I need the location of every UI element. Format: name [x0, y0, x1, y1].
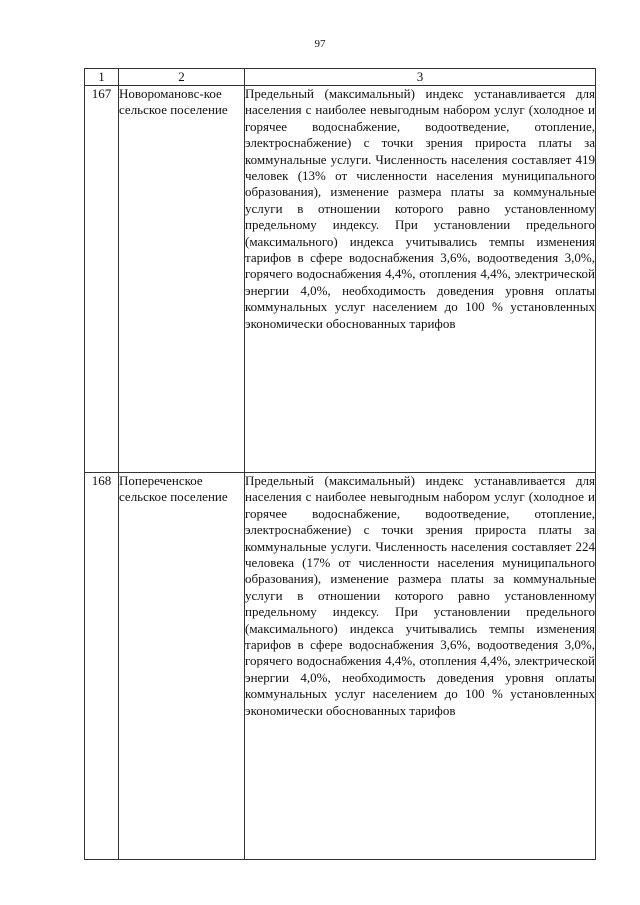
page-number: 97: [314, 38, 326, 50]
index-description: Предельный (максимальный) индекс устанавливается для населения с наиболее невыгодным набором услуг (холодное и горячее водоснабжение, водоотведение, отопление, электроснабжение) с точки зрения прироста платы за коммунальные услуги. Численность населения составляет 419 человек (13% от численности населения муниципального образования), изменение размера платы за коммунальные услуги в отношении которого равно установленному предельному индексу. При установлении предельного (максимального) индекса учитывались темпы изменения тарифов в сфере водоснабжения 3,6%, водоотведения 3,0%, горячего водоснабжения 4,4%, отопления 4,4%, электрической энергии 4,0%, необходимость доведения уровня оплаты коммунальных услуг населением до 100 % установленных экономически обоснованных тарифов: [245, 86, 596, 473]
index-description: Предельный (максимальный) индекс устанавливается для населения с наиболее невыгодным набором услуг (холодное и горячее водоснабжение, водоотведение, отопление, электроснабжение) с точки зрения прироста платы за коммунальные услуги. Численность населения составляет 224 человека (17% от численности населения муниципального образования), изменение размера платы за коммунальные услуги в отношении которого равно установленному предельному индексу. При установлении предельного (максимального) индекса учитывались темпы изменения тарифов в сфере водоснабжения 3,6%, водоотведения 3,0%, горячего водоснабжения 4,4%, отопления 4,4%, электрической энергии 4,0%, необходимость доведения уровня оплаты коммунальных услуг населением до 100 % установленных экономически обоснованных тарифов: [245, 473, 596, 860]
table-header-row: [85, 69, 596, 86]
tariff-index-table: [84, 68, 596, 860]
column-header-number: 1: [85, 69, 119, 86]
table-row: [85, 86, 596, 473]
row-number: 168: [85, 473, 119, 860]
column-header-description: 3: [245, 69, 596, 86]
row-number: 167: [85, 86, 119, 473]
settlement-name: Попереченское сельское поселение: [119, 473, 245, 860]
column-header-settlement: 2: [119, 69, 245, 86]
settlement-name: Новоромановс-кое сельское поселение: [119, 86, 245, 473]
table-row: [85, 473, 596, 860]
